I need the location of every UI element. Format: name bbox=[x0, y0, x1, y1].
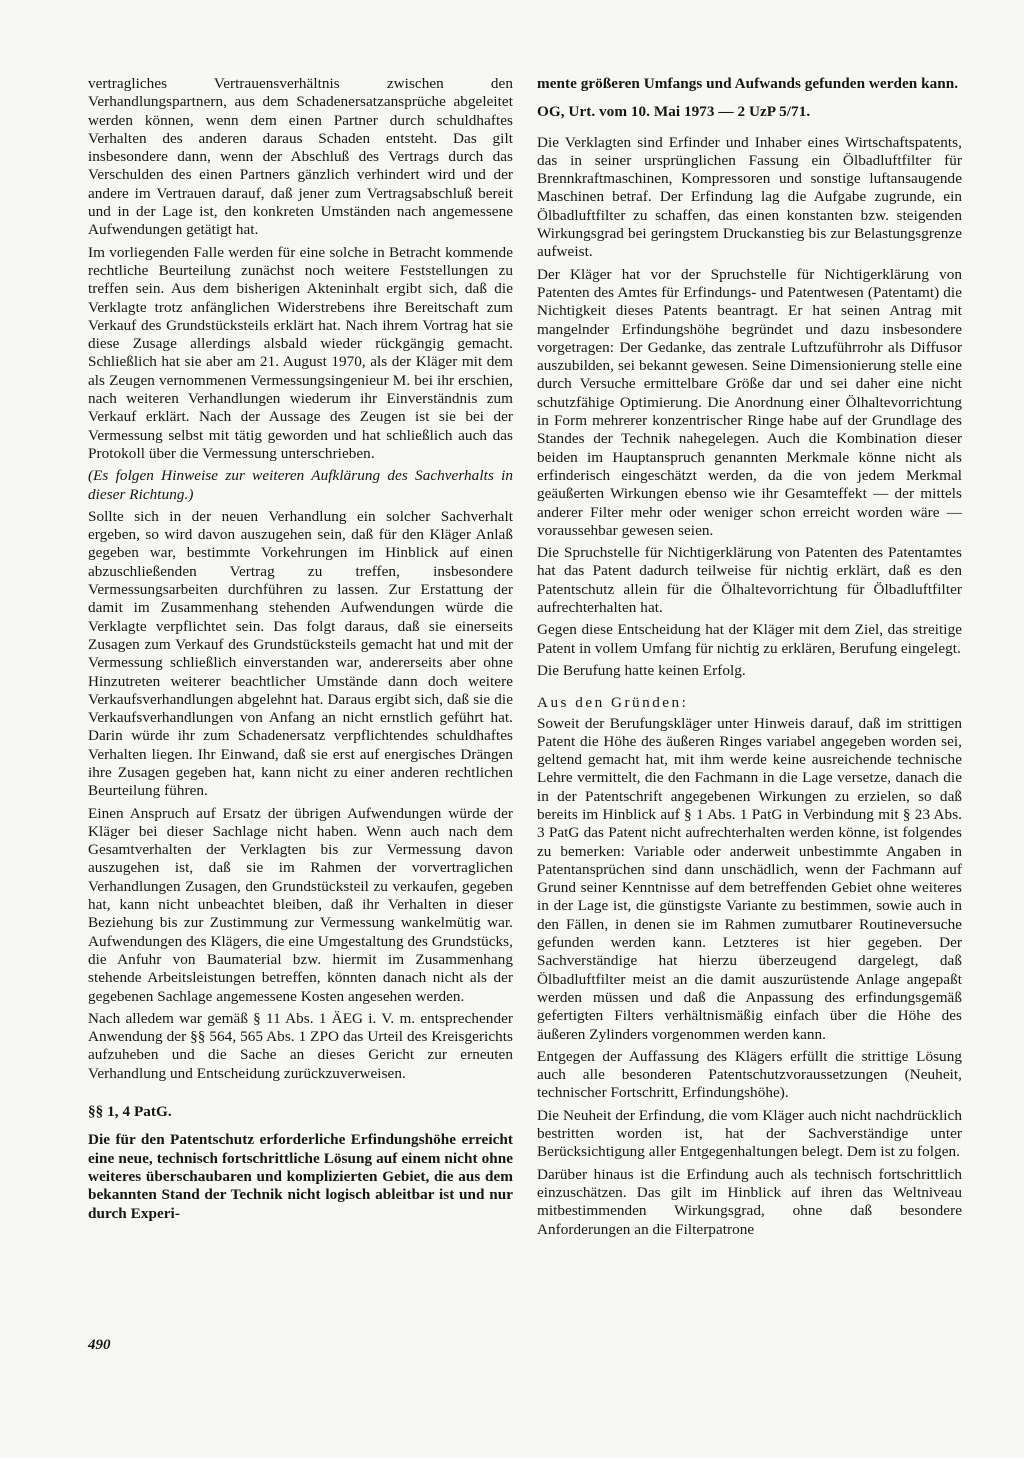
reasons-heading: Aus den Gründen: bbox=[537, 694, 689, 712]
right-paragraph-6: Soweit der Berufungskläger unter Hinweis darauf, daß im strittigen Patent die Höhe des äußeren Ringes variabel angegeben worden sei, geltend gemacht hat, mit ihm werde keine ausreichende technische Lehre vermittelt, die den Fachmann in die Lage versetze, danach die in der Patentschrift angegebenen Wirkungen zu erzielen, so daß bereits im Hinblick auf § 1 Abs. 1 PatG in Verbindung mit § 23 Abs. 3 PatG das Patent nicht aufrechterhalten werden könne, ist folgendes zu bemerken: Variable oder anderweit unbestimmte Angaben in Patentansprüchen sind dann unschädlich, wenn der Fachmann auf Grund seiner Kenntnisse auf dem betreffenden Gebiet ohne weiteres in der Lage ist, die günstigste Variante zu bestimmen, sowie auch in den Fällen, in denen sie im Rahmen zumutbarer Routineversuche gefunden werden kann. Letzteres ist hier gegeben. Der Sachverständige hat hierzu überzeugend dargelegt, daß Ölbadluftfilter meist an die damit auszurüstende Anlage angepaßt werden müssen und daß die Anpassung des erfindungsgemäß gefertigten Filters verhältnismäßig einfach über die Höhe des äußeren Zylinders vorgenommen werden kann. bbox=[537, 714, 962, 1043]
right-paragraph-4: Gegen diese Entscheidung hat der Kläger mit dem Ziel, das streitige Patent in vollem Umfang für nichtig zu erklären, Berufung eingelegt. bbox=[537, 621, 962, 657]
right-paragraph-3: Die Spruchstelle für Nichtigerklärung von Patenten des Patentamtes hat das Patent dadurch teilweise für nichtig erklärt, daß es den Patentschutz allein für die Ölhaltevorrichtung für Ölbadluftfilter aufrechterhalten hat. bbox=[537, 544, 962, 617]
headnote-part-1: Die für den Patentschutz erforderliche Erfindungshöhe erreicht eine neue, technisch fortschrittliche Lösung auf einem nicht ohne weiteres überschaubaren und komplizierten Gebiet, die aus dem bekannten Stand der Technik nicht logisch ableitbar ist und nur durch Experi- bbox=[88, 1131, 513, 1222]
court-citation: OG, Urt. vom 10. Mai 1973 — 2 UzP 5/71. bbox=[537, 103, 811, 121]
editorial-note: (Es folgen Hinweise zur weiteren Aufklärung des Sachverhalts in dieser Richtung.) bbox=[88, 467, 513, 503]
left-column bbox=[88, 75, 513, 1227]
right-paragraph-9: Darüber hinaus ist die Erfindung auch als technisch fortschrittlich einzuschätzen. Das gilt im Hinblick auf ihren das Weltniveau mitbestimmenden Wirkungsgrad, ohne daß besondere Anforderungen an die Filterpatrone bbox=[537, 1165, 962, 1238]
right-paragraph-7: Entgegen der Auffassung des Klägers erfüllt die strittige Lösung auch alle besonderen Patentschutzvoraussetzungen (Neuheit, technischer Fortschritt, Erfindungshöhe). bbox=[537, 1047, 962, 1102]
headnote-part-2: mente größeren Umfangs und Aufwands gefunden werden kann. bbox=[537, 75, 959, 92]
left-paragraph-5: Nach alledem war gemäß § 11 Abs. 1 ÄEG i. V. m. entsprechender Anwendung der §§ 564, 565 Abs. 1 ZPO das Urteil des Kreisgerichts aufzuheben und die Sache an dieses Gericht zur erneuten Verhandlung und Entscheidung zurückzuverweisen. bbox=[88, 1009, 513, 1082]
left-paragraph-4: Einen Anspruch auf Ersatz der übrigen Aufwendungen würde der Kläger bei dieser Sachlage nicht haben. Wenn auch nach dem Gesamtverhalten der Verklagten bis zur Vermessung davon auszugehen ist, daß sie im Rahmen der vorvertraglichen Verhandlungen Zusagen, den Grundstücksteil zu verkaufen, gegeben hat, kann nicht unbeachtet bleiben, daß ihr Verhalten in dieser Beziehung bis zur Zustimmung zur Vermessung wankelmütig war. Aufwendungen des Klägers, die eine Umgestaltung des Grundstücks, die Anfuhr von Baumaterial bzw. hiermit im Zusammenhang stehende Arbeitsleistungen betreffen, könnten danach nicht als der gegebenen Sachlage angemessene Kosten angesehen werden. bbox=[88, 804, 513, 1005]
right-column bbox=[537, 75, 962, 1243]
left-paragraph-2: Im vorliegenden Falle werden für eine solche in Betracht kommende rechtliche Beurteilung zunächst noch weitere Feststellungen zu treffen sein. Aus dem bisherigen Akteninhalt ergibt sich, daß die Verklagte trotz anfänglichen Widerstrebens ihre Bereitschaft zum Verkauf des Grundstücksteils erklärt hat. Nach ihrem Vortrag hat sie diese Zusage allerdings alsbald wieder rückgängig gemacht. Schließlich hat sie aber am 21. August 1970, als der Kläger mit dem als Zeugen vernommenen Vermessungsingenieur M. bei ihr erschien, nach weiteren Verhandlungen wiederum ihr Einverständnis zum Verkauf erklärt. Nach der Aussage des Zeugen ist sie bei der Vermessung selbst mit tätig geworden und hat schließlich auch das Protokoll über die Vermessung unterschrieben. bbox=[88, 243, 513, 462]
left-paragraph-1: vertragliches Vertrauensverhältnis zwischen den Verhandlungspartnern, aus dem Schadenersatzansprüche abgeleitet werden können, wenn dem einen Partner durch schuldhaftes Verhalten des anderen daraus Schaden entsteht. Das gilt insbesondere dann, wenn der Abschluß des Vertrags durch das Verschulden des einen Partners gänzlich verhindert wird und der andere im Vertrauen darauf, daß jener zum Vertragsabschluß bereit und in der Lage ist, den konkreten Umständen nach angemessene Aufwendungen getätigt hat. bbox=[88, 75, 513, 239]
right-paragraph-8: Die Neuheit der Erfindung, die vom Kläger auch nicht nachdrücklich bestritten worden ist, hat der Sachverständige unter Berücksichtigung aller Entgegenhaltungen belegt. Dem ist zu folgen. bbox=[537, 1106, 962, 1161]
right-paragraph-2: Der Kläger hat vor der Spruchstelle für Nichtigerklärung von Patenten des Amtes für Erfindungs- und Patentwesen (Patentamt) die Nichtigkeit dieses Patents beantragt. Er hat seinen Antrag mit mangelnder Erfindungshöhe begründet und dazu insbesondere vorgetragen: Der Gedanke, das zentrale Luftzuführrohr als Diffusor auszubilden, sei bekannt gewesen. Seine Dimensionierung stelle eine durch Versuche ermittelbare Größe dar und sei daher eine nicht schutzfähige Optimierung. Die Anordnung einer Ölhaltevorrichtung in Form mehrerer konzentrischer Ringe habe auf der Grundlage des Standes der Technik nahegelegen. Auch die Kombination dieser beiden im Hauptanspruch genannten Merkmale könne nicht als erfinderisch eingeschätzt werden, da die von jedem Merkmal geäußerten Wirkungen ebenso wie ihr Gesamteffekt — der mittels anderer Filter mehr oder weniger schon erreicht worden wäre — voraussehbar gewesen seien. bbox=[537, 265, 962, 539]
statute-reference: §§ 1, 4 PatG. bbox=[88, 1103, 172, 1121]
left-paragraph-3: Sollte sich in der neuen Verhandlung ein solcher Sachverhalt ergeben, so wird davon auszugehen sein, daß für den Kläger Anlaß gegeben war, bestimmte Vorkehrungen im Hinblick auf einen abzuschließenden Vertrag zu treffen, insbesondere Vermessungsarbeiten durchführen zu lassen. Zur Erstattung der damit im Zusammenhang stehenden Aufwendungen würde die Verklagte verpflichtet sein. Das folgt daraus, daß sie einerseits Zusagen zum Verkauf des Grundstücksteils gemacht hat und mit der Vermessung schließlich einverstanden war, andererseits aber ohne Hinzutreten weiterer beachtlicher Umstände dann doch weitere Verkaufsverhandlungen abgelehnt hat. Daraus ergibt sich, daß sie die Verkaufsverhandlungen von Anfang an nicht ernstlich geführt hat. Darin würde ihr zum Schadenersatz verpflichtendes schuldhaftes Verhalten liegen. Ihr Einwand, daß sie erst auf energisches Drängen ihre Zusagen gegeben hat, kann nicht zu einer anderen rechtlichen Beurteilung führen. bbox=[88, 507, 513, 800]
right-paragraph-5: Die Berufung hatte keinen Erfolg. bbox=[537, 661, 746, 679]
right-paragraph-1: Die Verklagten sind Erfinder und Inhaber eines Wirtschaftspatents, das in seiner ursprünglichen Fassung ein Ölbadluftfilter für Brennkraftmaschinen, Kompressoren und sonstige luftansaugende Maschinen betraf. Der Erfindung lag die Aufgabe zugrunde, ein Ölbadluftfilter zu schaffen, das einen konstanten bzw. steigenden Wirkungsgrad bei geringstem Druckanstieg bis zur Belastungsgrenze aufweist. bbox=[537, 133, 962, 261]
page-number: 490 bbox=[88, 1337, 111, 1353]
